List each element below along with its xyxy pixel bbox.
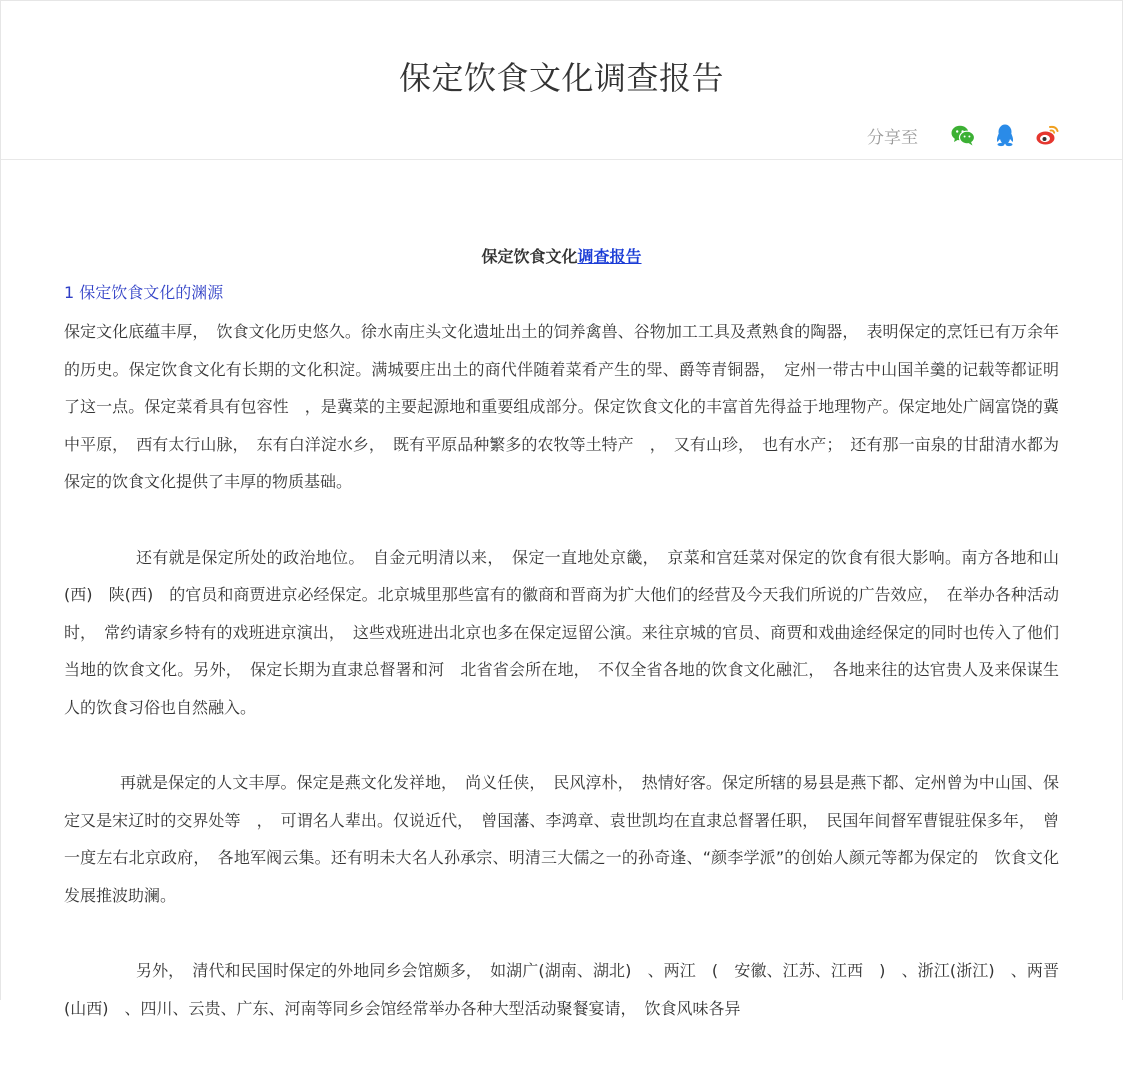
paragraph-3: 再就是保定的人文丰厚。保定是燕文化发祥地， 尚义任侠， 民风淳朴， 热情好客。保定所辖的易县是燕下都、定州曾为中山国、保定又是宋辽时的交界处等 ， 可谓名人辈出。仅说近代， 曾国藩、李鸿章、袁世凯均在直隶总督署任职， 民国年间督军曹锟驻保多年， 曾一度左右北京政府， 各地军阀云集。还有明未大名人孙承宗、明清三大儒之一的孙奇逢、“颜李学派”的创始人颜元等都为保定的 饮食文化发展推波助澜。 bbox=[64, 773, 1059, 905]
article-heading-link[interactable]: 调查报告 bbox=[577, 247, 642, 266]
paragraph-4: 另外， 清代和民国时保定的外地同乡会馆颇多， 如湖广(湖南、湖北) 、两江 ( 安徽、江苏、江西 ) 、浙江(浙江) 、两晋 (山西) 、四川、云贵、广东、河南等同乡会馆经常举办各种大型活动聚餐宴请， 饮食风味各异 bbox=[64, 961, 1076, 1018]
paragraph-2: 还有就是保定所处的政治地位。 自金元明清以来， 保定一直地处京畿， 京菜和宫廷菜对保定的饮食有很大影响。南方各地和山 (西) 陕(西) 的官员和商贾进京必经保定。北京城里那些富有的徽商和晋商为扩大他们的经营及今天我们所说的广告效应， 在举办各种活动时， 常约请家乡特有的戏班进京演出， 这些戏班进出北京也多在保定逗留公演。来往京城的官员、商贾和戏曲途经保定的同时也传入了他们当地的饮食文化。另外， 保定长期为直隶总督署和河 北省省会所在地， 不仅全省各地的饮食文化融汇， 各地来往的达官贵人及来保谋生人的饮食习俗也自然融入。 bbox=[64, 547, 1076, 717]
page-title: 保定饮食文化调查报告 bbox=[398, 59, 724, 97]
article-heading bbox=[64, 241, 1059, 273]
article-heading-text: 保定饮食文化 bbox=[481, 247, 578, 266]
wechat-icon[interactable] bbox=[950, 122, 976, 148]
page-header bbox=[1, 1, 1122, 160]
qq-icon[interactable] bbox=[992, 122, 1018, 148]
weibo-icon[interactable] bbox=[1034, 122, 1060, 148]
article-body bbox=[64, 241, 1076, 1065]
section-title: 1 保定饮食文化的渊源 bbox=[64, 283, 224, 302]
paragraph-1: 保定文化底蕴丰厚， 饮食文化历史悠久。徐水南庄头文化遗址出土的饲养禽兽、谷物加工工具及煮熟食的陶器， 表明保定的烹饪已有万余年的历史。保定饮食文化有长期的文化积淀。满城要庄出土的商代伴随着菜肴产生的斝、爵等青铜器， 定州一带古中山国羊羹的记载等都证明了这一点。保定菜肴具有包容性 ，是冀菜的主要起源地和重要组成部分。保定饮食文化的丰富首先得益于地理物产。保定地处广阔富饶的冀中平原， 西有太行山脉， 东有白洋淀水乡， 既有平原品种繁多的农牧等土特产 ， 又有山珍， 也有水产； 还有那一亩泉的甘甜清水都为保定的饮食文化提供了丰厚的物质基础。 bbox=[64, 322, 1059, 491]
share-bar bbox=[867, 122, 1060, 148]
share-label: 分享至 bbox=[867, 127, 918, 148]
